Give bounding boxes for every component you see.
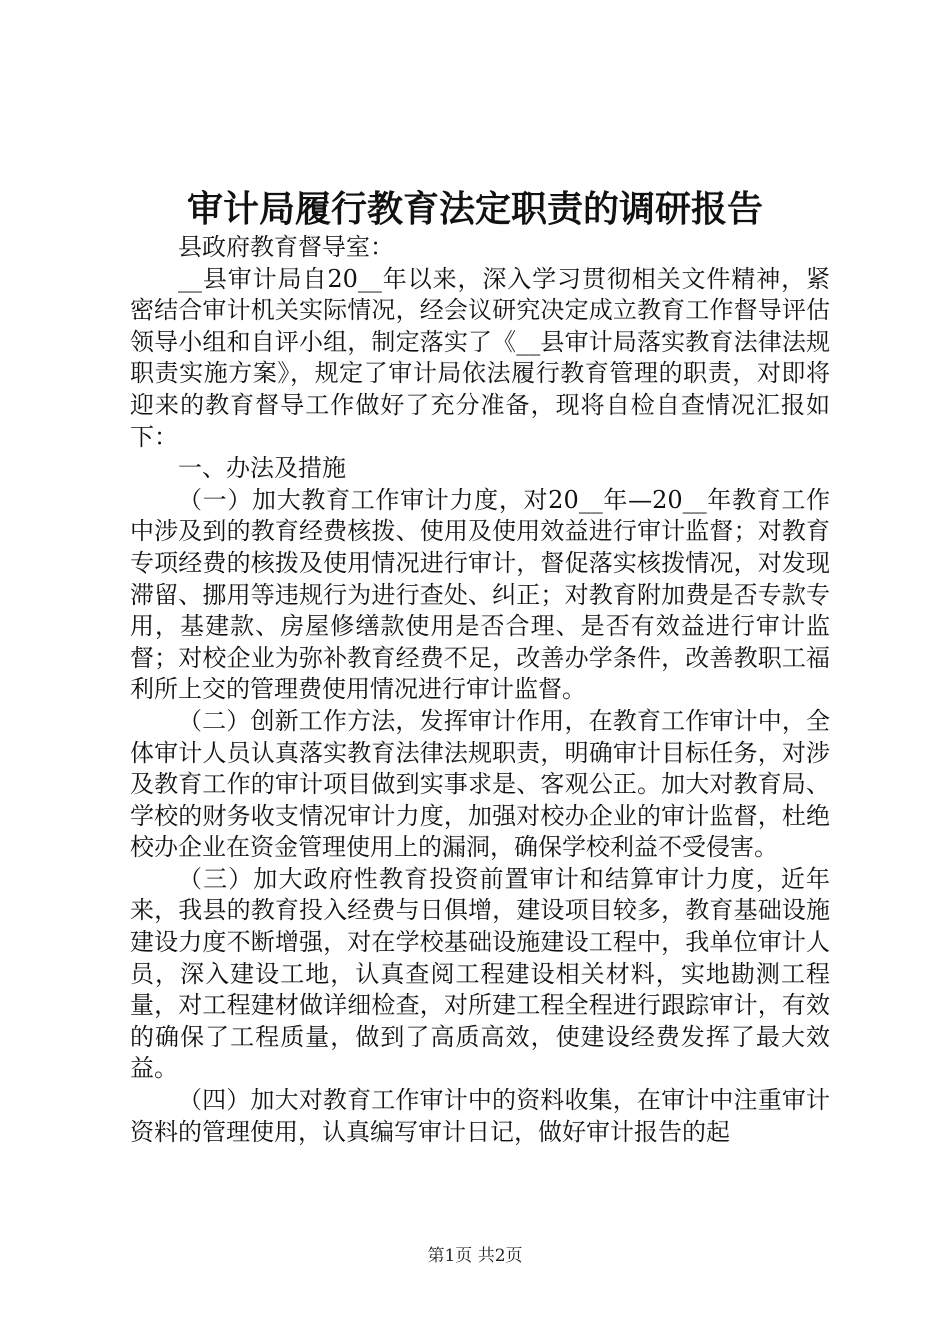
measure-item-4: （四）加大对教育工作审计中的资料收集，在审计中注重审计资料的管理使用，认真编写审计日记，做好审计报告的起 bbox=[130, 1086, 830, 1146]
section-heading: 一、办法及措施 bbox=[178, 454, 346, 483]
intro-paragraph: __县审计局自20__年以来，深入学习贯彻相关文件精神，紧密结合审计机关实际情况，经会议研究决定成立教育工作督导评估领导小组和自评小组，制定落实了《__县审计局落实教育法律法规职责实施方案》，规定了审计局依法履行教育管理的职责，对即将迎来的教育督导工作做好了充分准备，现将自检自查情况汇报如下： bbox=[130, 264, 830, 451]
greeting-line: 县政府教育督导室： bbox=[178, 233, 394, 261]
measure-item-2: （二）创新工作方法，发挥审计作用，在教育工作审计中，全体审计人员认真落实教育法律法规职责，明确审计目标任务，对涉及教育工作的审计项目做到实事求是、客观公正。加大对教育局、学校的财务收支情况审计力度，加强对校办企业的审计监督，杜绝校办企业在资金管理使用上的漏洞，确保学校利益不受侵害。 bbox=[130, 706, 830, 862]
document-title: 审计局履行教育法定职责的调研报告 bbox=[186, 188, 763, 230]
measure-item-3: （三）加大政府性教育投资前置审计和结算审计力度，近年来，我县的教育投入经费与日俱增，建设项目较多，教育基础设施建设力度不断增强，对在学校基础设施建设工程中，我单位审计人员，深入建设工地，认真查阅工程建设相关材料，实地勘测工程量，对工程建材做详细检查，对所建工程全程进行跟踪审计，有效的确保了工程质量，做到了高质高效，使建设经费发挥了最大效益。 bbox=[130, 864, 830, 1083]
page-number-footer: 第1页 共2页 bbox=[427, 1246, 523, 1266]
measure-item-1: （一）加大教育工作审计力度，对20__年—20__年教育工作中涉及到的教育经费核拨、使用及使用效益进行审计监督；对教育专项经费的核拨及使用情况进行审计，督促落实核拨情况，对发现滞留、挪用等违规行为进行查处、纠正；对教育附加费是否专款专用，基建款、房屋修缮款使用是否合理、是否有效益进行审计监督；对校企业为弥补教育经费不足，改善办学条件，改善教职工福利所上交的管理费使用情况进行审计监督。 bbox=[130, 485, 830, 704]
document-body bbox=[130, 232, 830, 1148]
